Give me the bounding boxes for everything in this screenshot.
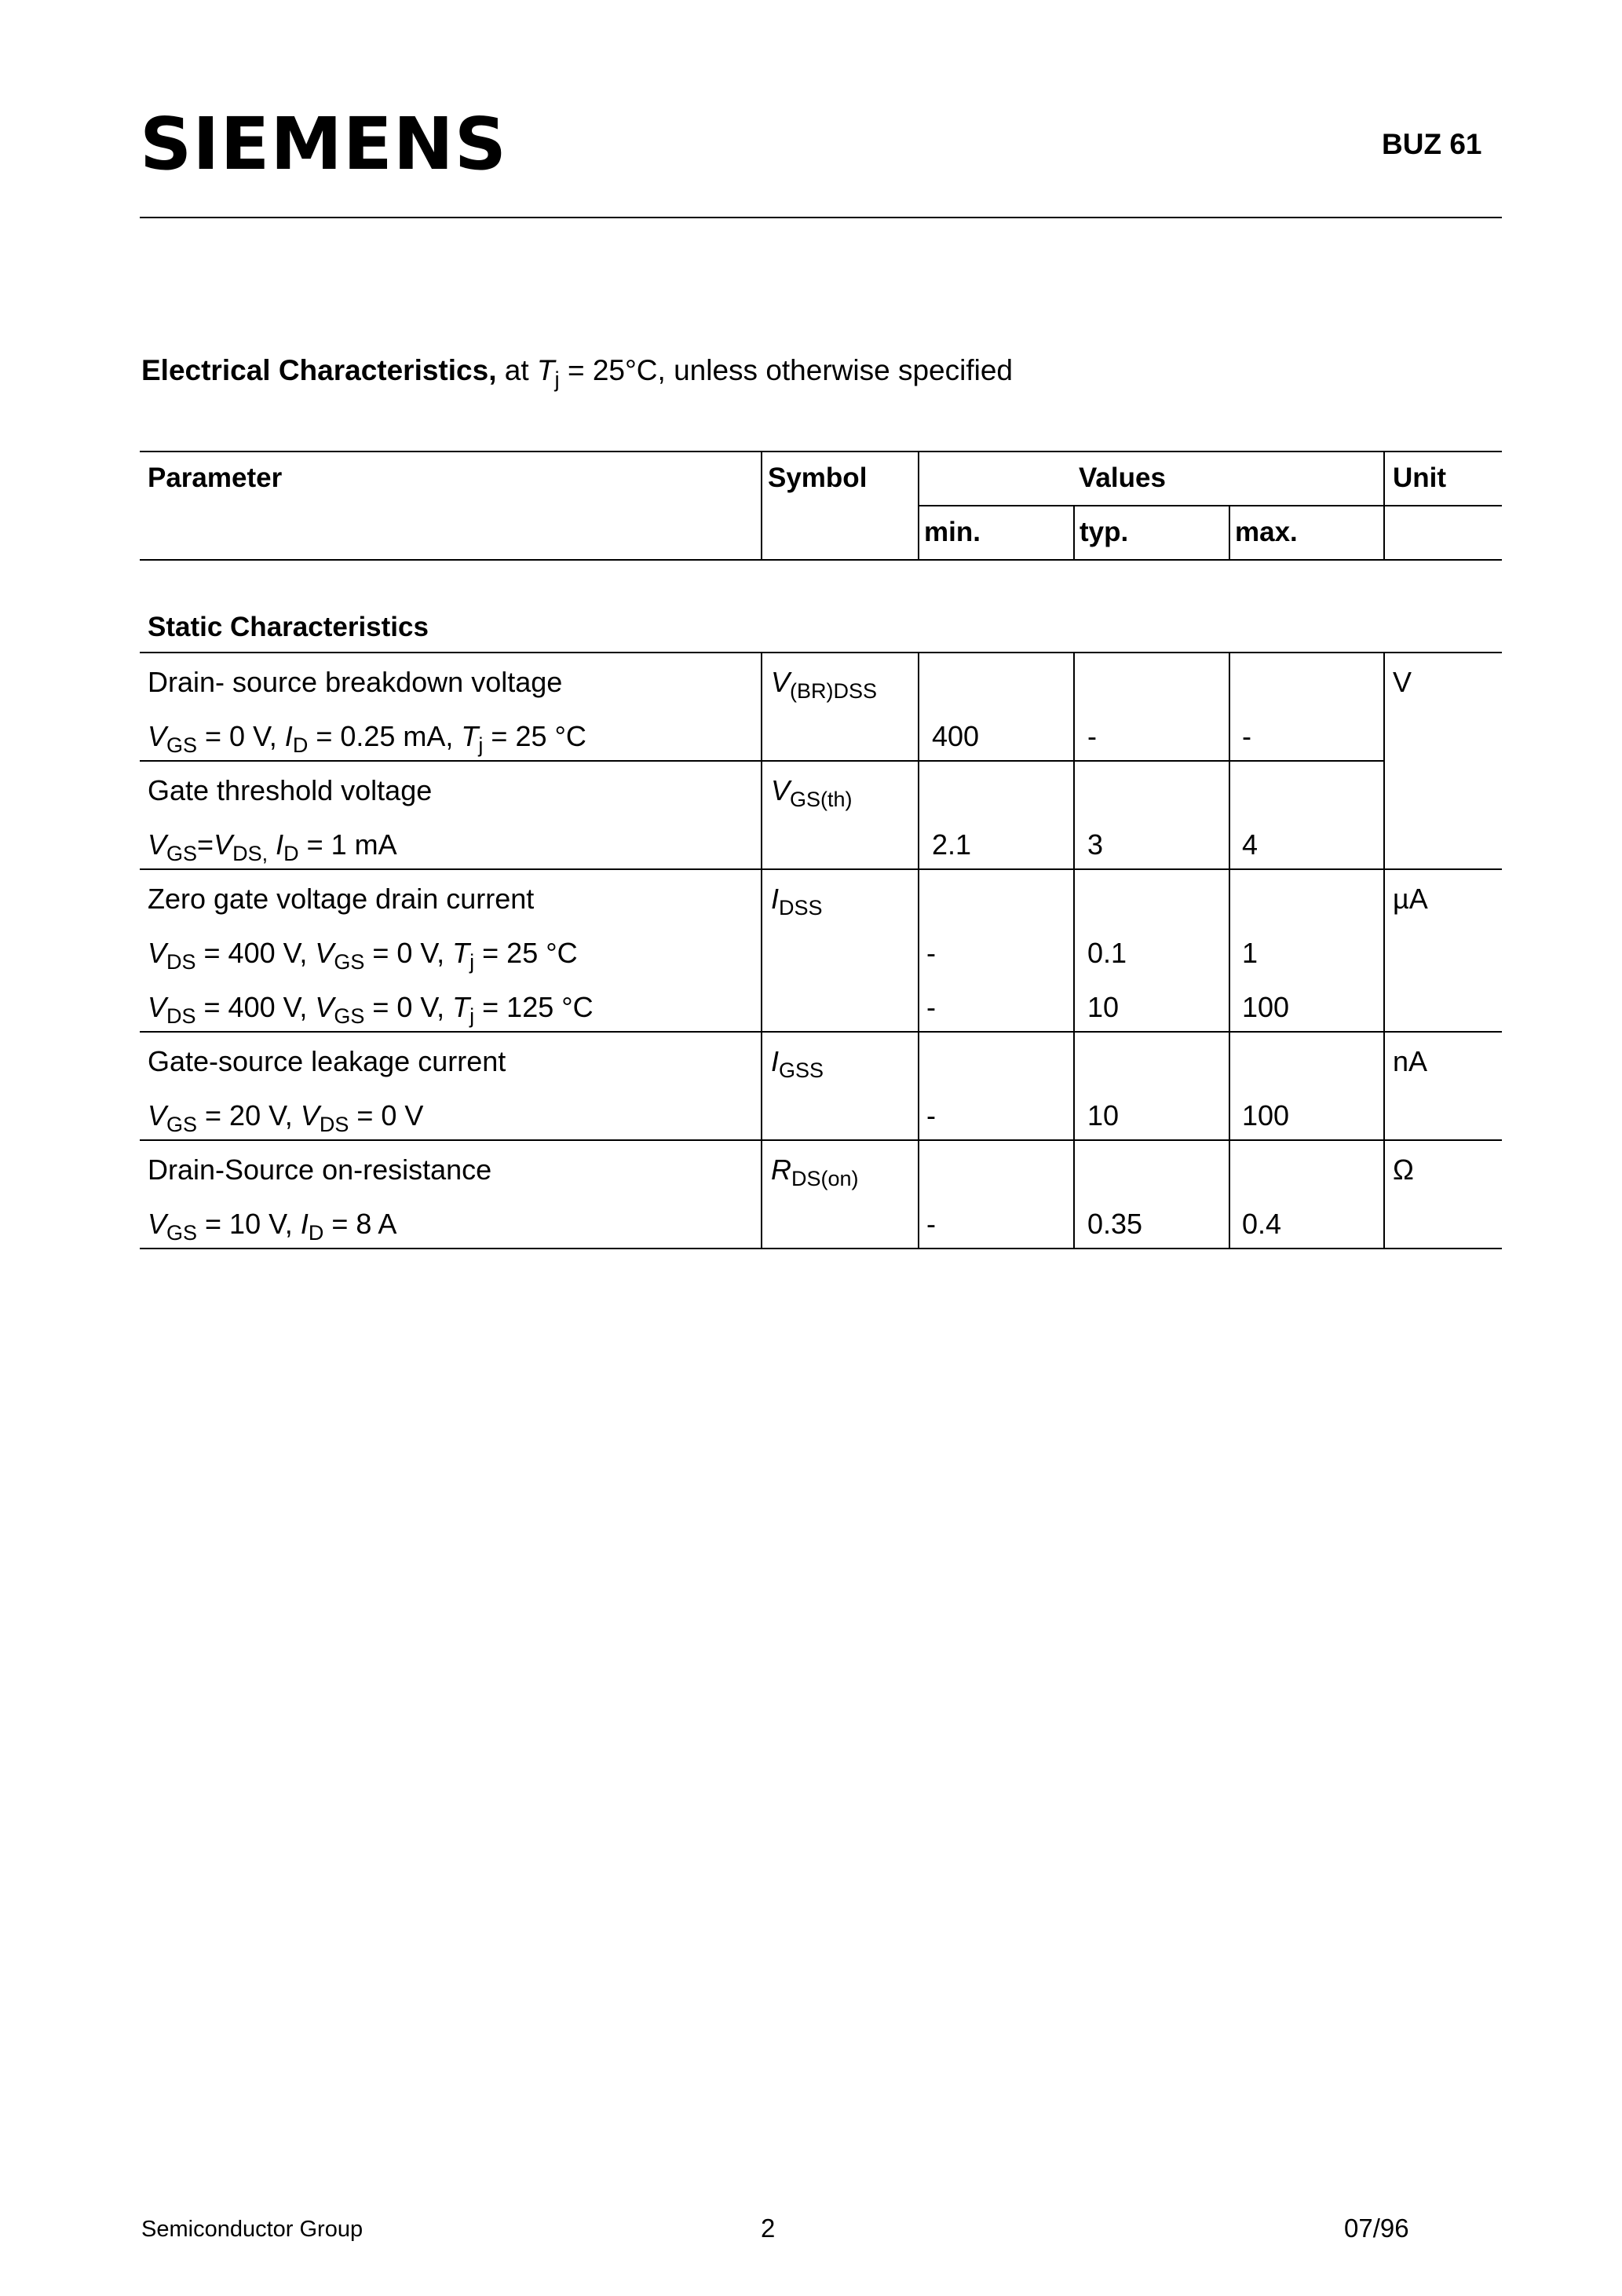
- symbol-letter: R: [771, 1153, 791, 1186]
- value-min: -: [926, 937, 936, 969]
- page-number: 2: [761, 2214, 776, 2243]
- condition-part: I: [276, 828, 284, 861]
- row-rule: [140, 760, 1383, 762]
- intro-condition: = 25°C, unless otherwise specified: [559, 354, 1013, 386]
- unit-cell: µA: [1393, 883, 1428, 915]
- condition-part: V: [148, 937, 167, 969]
- condition-part: j: [469, 1004, 475, 1029]
- parameter-name: Drain- source breakdown voltage: [148, 666, 563, 698]
- condition-part: V: [300, 1099, 320, 1132]
- col-divider: [761, 1139, 762, 1248]
- parameter-name: Zero gate voltage drain current: [148, 883, 535, 915]
- col-divider: [761, 451, 762, 559]
- symbol-cell: [771, 1044, 824, 1083]
- symbol-letter: V: [771, 774, 791, 806]
- test-condition: [148, 990, 594, 1029]
- condition-part: GS: [334, 1004, 365, 1029]
- section-title: Static Characteristics: [148, 612, 429, 642]
- col-divider: [1383, 760, 1385, 868]
- value-max: 100: [1242, 991, 1290, 1023]
- value-typ: 3: [1087, 828, 1104, 861]
- value-typ: 10: [1087, 1099, 1120, 1132]
- symbol-letter: I: [771, 1045, 780, 1077]
- col-divider: [1073, 760, 1075, 868]
- value-max: 4: [1242, 828, 1259, 861]
- siemens-logo: SIEMENS: [140, 102, 507, 186]
- value-typ: -: [1087, 720, 1097, 752]
- col-divider: [918, 868, 919, 1031]
- intro-temp-sub: j: [554, 367, 560, 392]
- intro-title: Electrical Characteristics,: [141, 354, 497, 386]
- test-condition: [148, 828, 397, 866]
- symbol-letter: V: [771, 666, 791, 698]
- col-divider: [1073, 1031, 1075, 1139]
- symbol-cell: [771, 665, 878, 704]
- condition-part: GS: [166, 842, 198, 866]
- col-divider: [1383, 652, 1385, 760]
- col-divider: [1073, 505, 1075, 559]
- value-max: 1: [1242, 937, 1259, 969]
- condition-part: DS: [166, 950, 196, 974]
- symbol-letter: I: [771, 883, 780, 915]
- test-condition: [148, 719, 586, 758]
- condition-part: =: [197, 828, 214, 861]
- header-unit: Unit: [1393, 462, 1447, 493]
- unit-cell: nA: [1393, 1045, 1428, 1077]
- col-divider: [1073, 1139, 1075, 1248]
- parameter-name: Gate threshold voltage: [148, 774, 433, 806]
- col-divider: [1383, 1139, 1385, 1248]
- value-typ: 0.35: [1087, 1208, 1143, 1240]
- condition-part: V: [148, 720, 167, 752]
- unit-cell: V: [1393, 666, 1412, 698]
- condition-part: V: [148, 991, 167, 1023]
- test-condition: [148, 1207, 397, 1245]
- intro-temp-symbol: T: [536, 354, 555, 386]
- symbol-cell: [771, 882, 823, 920]
- condition-part: GS: [166, 733, 198, 758]
- col-divider: [761, 652, 762, 760]
- value-typ: 10: [1087, 991, 1120, 1023]
- col-divider: [761, 1031, 762, 1139]
- condition-part: T: [452, 991, 470, 1023]
- condition-part: = 1 mA: [298, 828, 397, 861]
- symbol-subscript: DS(on): [791, 1167, 859, 1191]
- condition-part: GS: [166, 1221, 198, 1245]
- value-min: -: [926, 991, 936, 1023]
- row-rule: [140, 1248, 1502, 1249]
- condition-part: = 0 V,: [364, 991, 453, 1023]
- value-typ: 0.1: [1087, 937, 1127, 969]
- condition-part: j: [478, 733, 484, 758]
- col-divider: [1073, 868, 1075, 1031]
- condition-part: V: [315, 937, 334, 969]
- value-max: -: [1242, 720, 1251, 752]
- footer-left: Semiconductor Group: [141, 2217, 363, 2242]
- header-typ: typ.: [1080, 517, 1129, 547]
- condition-part: j: [469, 950, 475, 974]
- condition-part: = 125 °C: [474, 991, 594, 1023]
- col-divider: [761, 868, 762, 1031]
- table-top-rule: [140, 451, 1502, 452]
- condition-part: V: [214, 828, 233, 861]
- header-values: Values: [1079, 462, 1166, 493]
- condition-part: D: [308, 1221, 324, 1245]
- col-divider: [1229, 1139, 1230, 1248]
- condition-part: D: [283, 842, 299, 866]
- symbol-subscript: (BR)DSS: [790, 679, 878, 704]
- row-rule: [140, 868, 1502, 870]
- condition-part: = 400 V,: [195, 991, 316, 1023]
- col-divider: [918, 1139, 919, 1248]
- header-max: max.: [1235, 517, 1298, 547]
- condition-part: = 0.25 mA,: [308, 720, 462, 752]
- col-divider: [918, 1031, 919, 1139]
- condition-part: V: [315, 991, 334, 1023]
- unit-cell: Ω: [1393, 1153, 1414, 1186]
- condition-part: GS: [166, 1113, 198, 1137]
- section-rule: [140, 652, 1502, 653]
- parameter-name: Gate-source leakage current: [148, 1045, 506, 1077]
- header-rule: [140, 217, 1502, 218]
- value-min: 400: [932, 720, 980, 752]
- col-divider: [1229, 760, 1230, 868]
- symbol-cell: [771, 1153, 859, 1191]
- condition-part: = 0 V,: [197, 720, 285, 752]
- col-divider: [1229, 1031, 1230, 1139]
- footer-date: 07/96: [1344, 2214, 1409, 2243]
- symbol-subscript: DSS: [779, 896, 823, 920]
- col-divider: [1229, 868, 1230, 1031]
- condition-part: I: [284, 720, 293, 752]
- condition-part: = 0 V,: [364, 937, 453, 969]
- condition-part: = 0 V: [349, 1099, 424, 1132]
- row-rule: [140, 1139, 1502, 1141]
- condition-part: V: [148, 828, 167, 861]
- col-divider: [761, 760, 762, 868]
- col-divider: [918, 760, 919, 868]
- test-condition: [148, 936, 578, 974]
- condition-part: V: [148, 1208, 167, 1240]
- condition-part: DS: [319, 1113, 349, 1137]
- header-symbol: Symbol: [768, 462, 868, 493]
- row-rule: [140, 1031, 1502, 1033]
- condition-part: = 10 V,: [197, 1208, 301, 1240]
- value-max: 0.4: [1242, 1208, 1282, 1240]
- symbol-subscript: GSS: [779, 1058, 824, 1083]
- parameter-name: Drain-Source on-resistance: [148, 1153, 492, 1186]
- col-divider: [918, 451, 919, 559]
- value-min: -: [926, 1208, 936, 1240]
- condition-part: = 25 °C: [474, 937, 578, 969]
- col-divider: [1229, 652, 1230, 760]
- condition-part: T: [452, 937, 470, 969]
- condition-part: D: [292, 733, 309, 758]
- condition-part: T: [461, 720, 479, 752]
- section-intro: [141, 354, 1013, 392]
- col-divider: [1073, 652, 1075, 760]
- condition-part: = 8 A: [323, 1208, 397, 1240]
- table-header-rule: [140, 559, 1502, 561]
- header-min: min.: [924, 517, 981, 547]
- symbol-cell: [771, 773, 853, 812]
- test-condition: [148, 1099, 424, 1137]
- condition-part: [268, 828, 276, 861]
- condition-part: GS: [334, 950, 365, 974]
- condition-part: I: [300, 1208, 309, 1240]
- condition-part: DS: [166, 1004, 196, 1029]
- value-min: -: [926, 1099, 936, 1132]
- condition-part: V: [148, 1099, 167, 1132]
- value-min: 2.1: [932, 828, 972, 861]
- values-subheader-rule: [918, 505, 1502, 506]
- value-max: 100: [1242, 1099, 1290, 1132]
- col-divider: [1383, 451, 1385, 559]
- header-parameter: Parameter: [148, 462, 283, 493]
- condition-part: DS,: [232, 842, 269, 866]
- condition-part: = 400 V,: [195, 937, 316, 969]
- symbol-subscript: GS(th): [790, 788, 853, 812]
- col-divider: [1383, 868, 1385, 1031]
- intro-at: at: [496, 354, 537, 386]
- condition-part: = 25 °C: [483, 720, 586, 752]
- part-number: BUZ 61: [1382, 128, 1482, 160]
- col-divider: [1383, 1031, 1385, 1139]
- col-divider: [918, 652, 919, 760]
- col-divider: [1229, 505, 1230, 559]
- condition-part: = 20 V,: [197, 1099, 301, 1132]
